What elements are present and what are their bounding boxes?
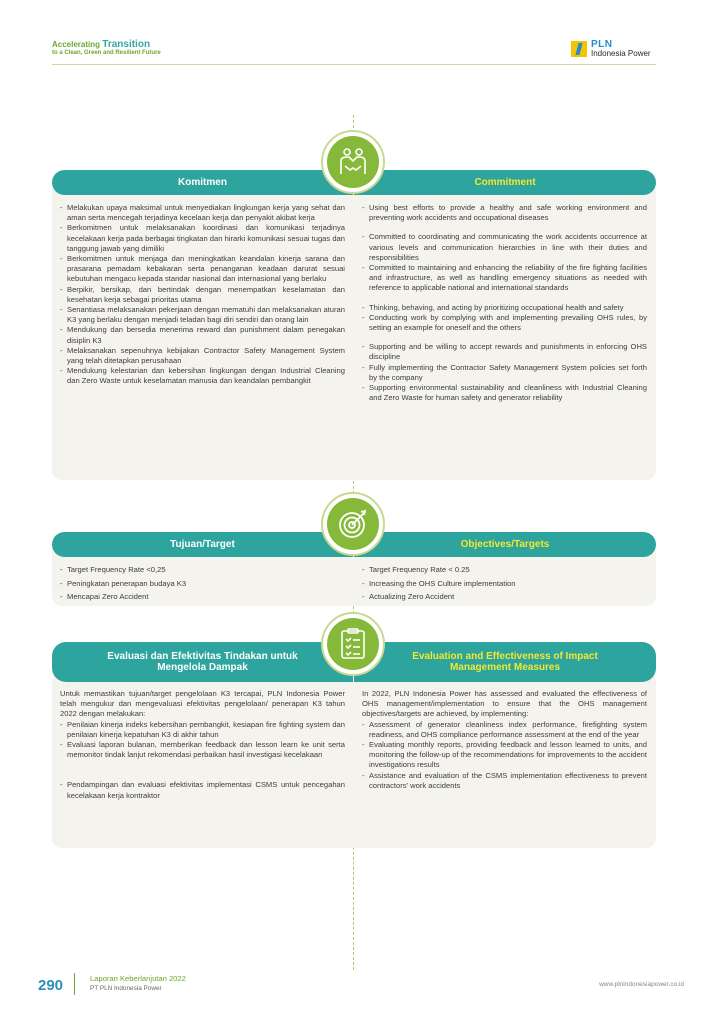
- website-link[interactable]: www.plnindonesiapower.co.id: [599, 981, 684, 988]
- list-item: - Target Frequency Rate <0,25: [60, 563, 345, 577]
- commitment-list: [362, 203, 647, 403]
- lightning-logo-icon: [571, 41, 587, 57]
- list-item: - Using best efforts to provide a healthy and safe working environment and preventing work accidents and occupational diseases: [362, 203, 647, 223]
- list-item: - Fully implementing the Contractor Safety Management System policies set forth by the company: [362, 363, 647, 383]
- tagline-word-2: Transition: [102, 39, 151, 50]
- list-item: - Increasing the OHS Culture implementation: [362, 577, 647, 591]
- list-item: - Senantiasa melaksanakan pekerjaan dengan mematuhi dan melaksanakan aturan K3 yang berlaku dengan menjadi teladan bagi diri sendiri dan orang lain: [60, 305, 345, 325]
- tagline-word-1: Accelerating: [52, 40, 101, 49]
- evaluation-icon-badge: [321, 612, 385, 676]
- page-number: 290: [38, 977, 64, 994]
- list-item: - Evaluating monthly reports, providing feedback and lesson learned to units, and monitoring the follow-up of the recommendations for improvements to the accident investigations results: [362, 740, 647, 771]
- list-item: - Thinking, behaving, and acting by prioritizing occupational health and safety: [362, 303, 647, 313]
- tujuan-heading: Tujuan/Target: [52, 532, 353, 557]
- evaluasi-intro: Untuk memastikan tujuan/target pengelolaan K3 tercapai, PLN Indonesia Power telah mengukur dan mengevaluasi efektivitas pengelolaan/ penerapan K3 tahun 2022 dengan melakukan:: [60, 689, 345, 719]
- list-item: - Mendukung dan bersedia menerima reward dan punishment dalam penegakan disiplin K3: [60, 325, 345, 345]
- header-divider: [52, 64, 656, 65]
- pln-logo: [571, 40, 651, 58]
- list-item: - Supporting environmental sustainability and cleanliness with Industrial Cleaning and Zero Waste for human safety and generator reliability: [362, 383, 647, 403]
- list-item: - Assessment of generator cleanliness index performance, firefighting system readiness, and OHS compliance performance assessment at the end of the year: [362, 720, 647, 740]
- target-icon: [336, 507, 370, 541]
- list-item: - Committed to coordinating and communicating the work accidents occurrence at various levels and communication hierarchies in line with their duties and responsibilities: [362, 232, 647, 263]
- list-item: - Actualizing Zero Accident: [362, 590, 647, 604]
- list-item: - Mencapai Zero Accident: [60, 590, 345, 604]
- logo-main-text: PLN: [591, 39, 613, 50]
- list-item: - Berkomitmen untuk melaksanakan koordinasi dan komunikasi terjadinya kecelakaan kerja pada berbagai tingkatan dan hirarki komunikasi sesuai tugas dan tanggung jawab yang dimiliki: [60, 223, 345, 254]
- list-item: - Pendampingan dan evaluasi efektivitas implementasi CSMS untuk pencegahan kecelakaan kerja kontraktor: [60, 780, 345, 800]
- list-item: - Supporting and be willing to accept rewards and punishments in enforcing OHS discipline: [362, 342, 647, 362]
- list-item: - Target Frequency Rate < 0.25: [362, 563, 647, 577]
- list-item: - Evaluasi laporan bulanan, memberikan feedback dan lesson learn ke unit serta memonitor tindak lanjut rekomendasi perbaikan hasil investigasi kecelakaan: [60, 740, 345, 760]
- logo-sub-text: Indonesia Power: [591, 49, 651, 58]
- checklist-icon: [337, 627, 369, 661]
- company-name: PT PLN Indonesia Power: [90, 985, 162, 992]
- evaluasi-heading: Evaluasi dan Efektivitas Tindakan untuk Mengelola Dampak: [52, 642, 353, 682]
- report-title: Laporan Keberlanjutan 2022: [90, 974, 186, 983]
- header-tagline: [52, 40, 161, 58]
- list-item: - Committed to maintaining and enhancing the reliability of the fire fighting facilities and infrastructure, as well as handling emergency situations as needed with reference to applicable national and international standards: [362, 263, 647, 294]
- commitment-heading: Commitment: [354, 170, 656, 195]
- commitment-icon-badge: [321, 130, 385, 194]
- list-item: - Conducting work by complying with and implementing prevailing OHS rules, by setting an example for oneself and the others: [362, 313, 647, 333]
- objectives-icon-badge: [321, 492, 385, 556]
- evaluasi-content: [60, 689, 345, 801]
- evaluation-intro: In 2022, PLN Indonesia Power has assessed and evaluated the effectiveness of OHS management/implementation to ensure that the OHS management objectives/targets are achieved, by implementing:: [362, 689, 647, 719]
- objectives-heading: Objectives/Targets: [354, 532, 656, 557]
- list-item: - Berpikir, bersikap, dan bertindak dengan menempatkan keselamatan dan kesehatan kerja sebagai prioritas utama: [60, 285, 345, 305]
- tagline-line-2: to a Clean, Green and Resilient Future: [52, 50, 161, 56]
- tujuan-list: [60, 563, 345, 604]
- list-item: - Assistance and evaluation of the CSMS implementation effectiveness to prevent contractors' work accidents: [362, 771, 647, 791]
- handshake-icon: [335, 144, 371, 180]
- evaluation-heading: Evaluation and Effectiveness of Impact Management Measures: [354, 642, 656, 682]
- evaluation-content: [362, 689, 647, 791]
- footer-divider: [74, 973, 75, 995]
- list-item: - Peningkatan penerapan budaya K3: [60, 577, 345, 591]
- objectives-list: [362, 563, 647, 604]
- list-item: - Melaksanakan sepenuhnya kebijakan Contractor Safety Management System yang telah ditetapkan perusahaan: [60, 346, 345, 366]
- list-item: - Mendukung kelestarian dan kebersihan lingkungan dengan Industrial Cleaning dan Zero Waste untuk keselamatan manusia dan keandalan pembangkit: [60, 366, 345, 386]
- list-item: - Berkomitmen untuk menjaga dan meningkatkan keandalan kinerja sarana dan prasarana pemadam kebakaran serta penanganan keadaan darurat sesuai kebutuhan mengacu kepada standar nasional dan internasional yang berlaku: [60, 254, 345, 285]
- list-item: - Melakukan upaya maksimal untuk menyediakan lingkungan kerja yang sehat dan aman serta mencegah terjadinya kecelaan kerja dan penyakit akibat kerja: [60, 203, 345, 223]
- komitmen-heading: Komitmen: [52, 170, 353, 195]
- list-item: - Penilaian kinerja indeks kebersihan pembangkit, kesiapan fire fighting system dan penilaian kinerja kepatuhan K3 di akhir tahun: [60, 720, 345, 740]
- komitmen-list: [60, 203, 345, 387]
